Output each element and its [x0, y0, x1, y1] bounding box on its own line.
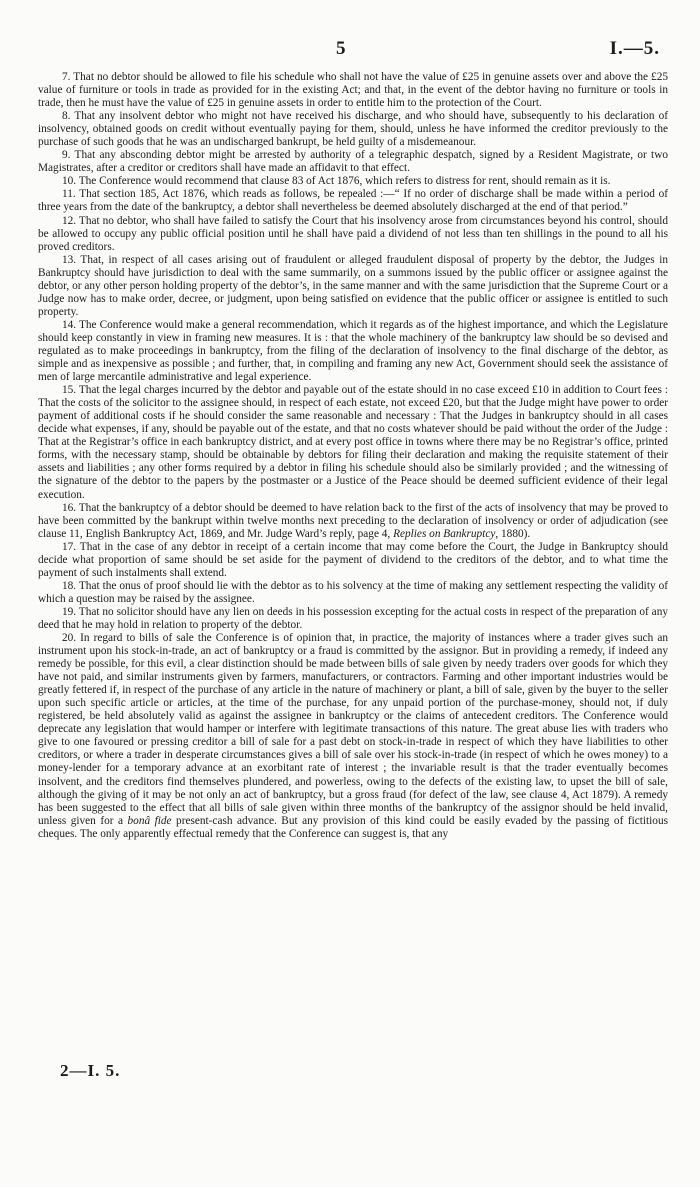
paragraph-13: 13. That, in respect of all cases arising out of fraudulent or alleged fraudulent disposal of property by the debtor, the Judges in Bankruptcy should have jurisdiction to deal with the same summarily, on a summons issued by the public officer or assignee against the debtor, or any other person holding property of the debtor’s, in the same manner and with the same jurisdiction that the Supreme Court or a Judge now has to make order, decree, or judgment, upon being satisfied on evidence that the public officer or assignee is entitled to such property.: [38, 253, 668, 318]
paragraph-16-text-end: , 1880).: [495, 527, 531, 540]
paragraph-9: 9. That any absconding debtor might be arrested by authority of a telegraphic despatch, signed by a Resident Magistrate, or two Magistrates, after a creditor or creditors shall have made an affidavit to that effect.: [38, 149, 668, 175]
paragraph-18: 18. That the onus of proof should lie with the debtor as to his solvency at the time of making any settlement respecting the validity of which a question may be raised by the assignee.: [38, 579, 668, 605]
paragraph-16: [38, 502, 668, 541]
document-reference: I.—5.: [609, 38, 660, 59]
paragraph-14: 14. The Conference would make a general recommendation, which it regards as of the highest importance, and which the Legislature should keep constantly in view in framing new measures. It is : that the whole machinery of the bankruptcy law should be so devised and regulated as to make proceedings in bankruptcy, from the filing of the declaration of insolvency to the final discharge of the debtor, as simple and as inexpensive as possible ; and further, that, in compiling and framing any new Act, Government should seek the assistance of men of large mercantile administrative and legal experience.: [38, 318, 668, 384]
paragraph-16-italic-title: Replies on Bankruptcy: [393, 527, 496, 540]
page-header: [0, 38, 700, 62]
paragraph-7: 7. That no debtor should be allowed to file his schedule who shall not have the value of £25 in genuine assets over and above the £25 value of furniture or tools in trade as provided for in the existing Act; and that, in the event of the debtor having no furniture or tools in trade, then he must have the value of £25 in genuine assets in order to entitle him to the protection of the Court.: [38, 71, 668, 110]
document-body: [38, 71, 668, 841]
paragraph-20-italic-phrase: bonâ fide: [127, 814, 172, 827]
page-number: 5: [336, 38, 346, 59]
paragraph-8: 8. That any insolvent debtor who might not have received his discharge, and who should have, subsequently to his declaration of insolvency, obtained goods on credit without eventually paying for them, should, unless he have informed the creditor previously to the purchase of such goods that he was an undischarged bankrupt, be held guilty of a misdemeanour.: [38, 110, 668, 149]
paragraph-20-text-end: present-cash advance. But any provision of this kind could be easily evaded by the passing of fictitious cheques. The only apparently effectual remedy that the Conference can suggest is, that any: [38, 814, 669, 840]
paragraph-19: 19. That no solicitor should have any lien on deeds in his possession excepting for the actual costs in respect of the preparation of any deed that he may hold in relation to property of the debtor.: [38, 605, 668, 631]
paragraph-20-text: 20. In regard to bills of sale the Conference is of opinion that, in practice, the majority of instances where a trader gives such an instrument upon his stock-in-trade, an act of bankruptcy or a fraud is committed by the assignor. But in providing a remedy, if indeed any remedy be possible, for this evil, a clear distinction should be made between bills of sale given by needy traders over goods for which they have not paid, and similar instruments given by farmers, manufacturers, or contractors. Farming and other important industries would be greatly fettered if, in respect of the purchase of any article in the nature of machinery or plant, a bill of sale, given by the buyer to the seller upon such specific article or articles, at the time of the purchase, for any unpaid portion of the purchase-money, should not, if duly registered, be held absolutely valid as against the assignee in bankruptcy or the claims of antecedent creditors. The Conference would deprecate any legislation that would hamper or interfere with legitimate transactions of this nature. The great abuse lies with traders who give to one favoured or pressing creditor a bill of sale for a past debt on stock-in-trade in respect of which they have liabilities to other creditors, or where a trader in desperate circumstances gives a bill of sale over his stock-in-trade (in respect of which he owes money) to a money-lender for a temporary advance at an exorbitant rate of interest ; the invariable result is that the trader eventually becomes insolvent, and the creditors find themselves plundered, and powerless, owing to the defects of the existing law, to upset the bill of sale, although the giving of it may be not only an act of bankruptcy, but a gross fraud (for defect of the law, see clause 4, Act 1879). A remedy has been suggested to the effect that all bills of sale given within three months of the bankruptcy of the assignor should be held invalid, unless given for a: [38, 632, 668, 827]
paragraph-17: 17. That in the case of any debtor in receipt of a certain income that may come before the Court, the Judge in Bankruptcy should decide what proportion of same should be set aside for the payment of dividend to the creditors of the debtor, and to what time the payment of such instalments shall extend.: [38, 540, 668, 579]
paragraph-10: 10. The Conference would recommend that clause 83 of Act 1876, which refers to distress for rent, should remain as it is.: [62, 175, 611, 188]
printer-signature-mark: 2—I. 5.: [60, 1061, 121, 1080]
paragraph-16-text: 16. That the bankruptcy of a debtor should be deemed to have relation back to the first of the acts of insolvency that may be proved to have been committed by the bankrupt within twelve months next preceding to the declaration of insolvency or order of adjudication (see clause 11, English Bankruptcy Act, 1869, and Mr. Judge Ward’s reply, page 4,: [38, 501, 668, 540]
paragraph-15: 15. That the legal charges incurred by the debtor and payable out of the estate should in no case exceed £10 in addition to Court fees : That the costs of the solicitor to the assignee should, in respect of each estate, not exceed £20, but that the Judge might have power to order payment of additional costs if he should consider the same reasonable and necessary : That the Judges in bankruptcy should in all cases decide what expenses, if any, should be payable out of the estate, and that no costs whatever should be paid without the order of the Judge : That at the Registrar’s office in each bankruptcy district, and at every post office in towns where there may be no Registrar’s office, printed forms, with the necessary stamp, should be obtainable by debtors for filing their declaration and making the requisite statement of their assets and liabilities ; any other forms required by a debtor in filing his schedule should also be similarly provided ; and the witnessing of the signature of the debtor to the papers by the postmaster or a Justice of the Peace should be deemed sufficient evidence of their legal execution.: [38, 384, 668, 501]
paragraph-11: 11. That section 185, Act 1876, which reads as follows, be repealed :—“ If no order of discharge shall be made within a period of three years from the date of the bankruptcy, a debtor shall nevertheless be deemed absolutely discharged at the end of that period.”: [38, 188, 668, 214]
paragraph-12: 12. That no debtor, who shall have failed to satisfy the Court that his insolvency arose from circumstances beyond his control, should be allowed to occupy any public official position until he shall have paid a dividend of not less than ten shillings in the pound to all his proved creditors.: [38, 214, 668, 253]
paragraph-20: [38, 632, 668, 841]
